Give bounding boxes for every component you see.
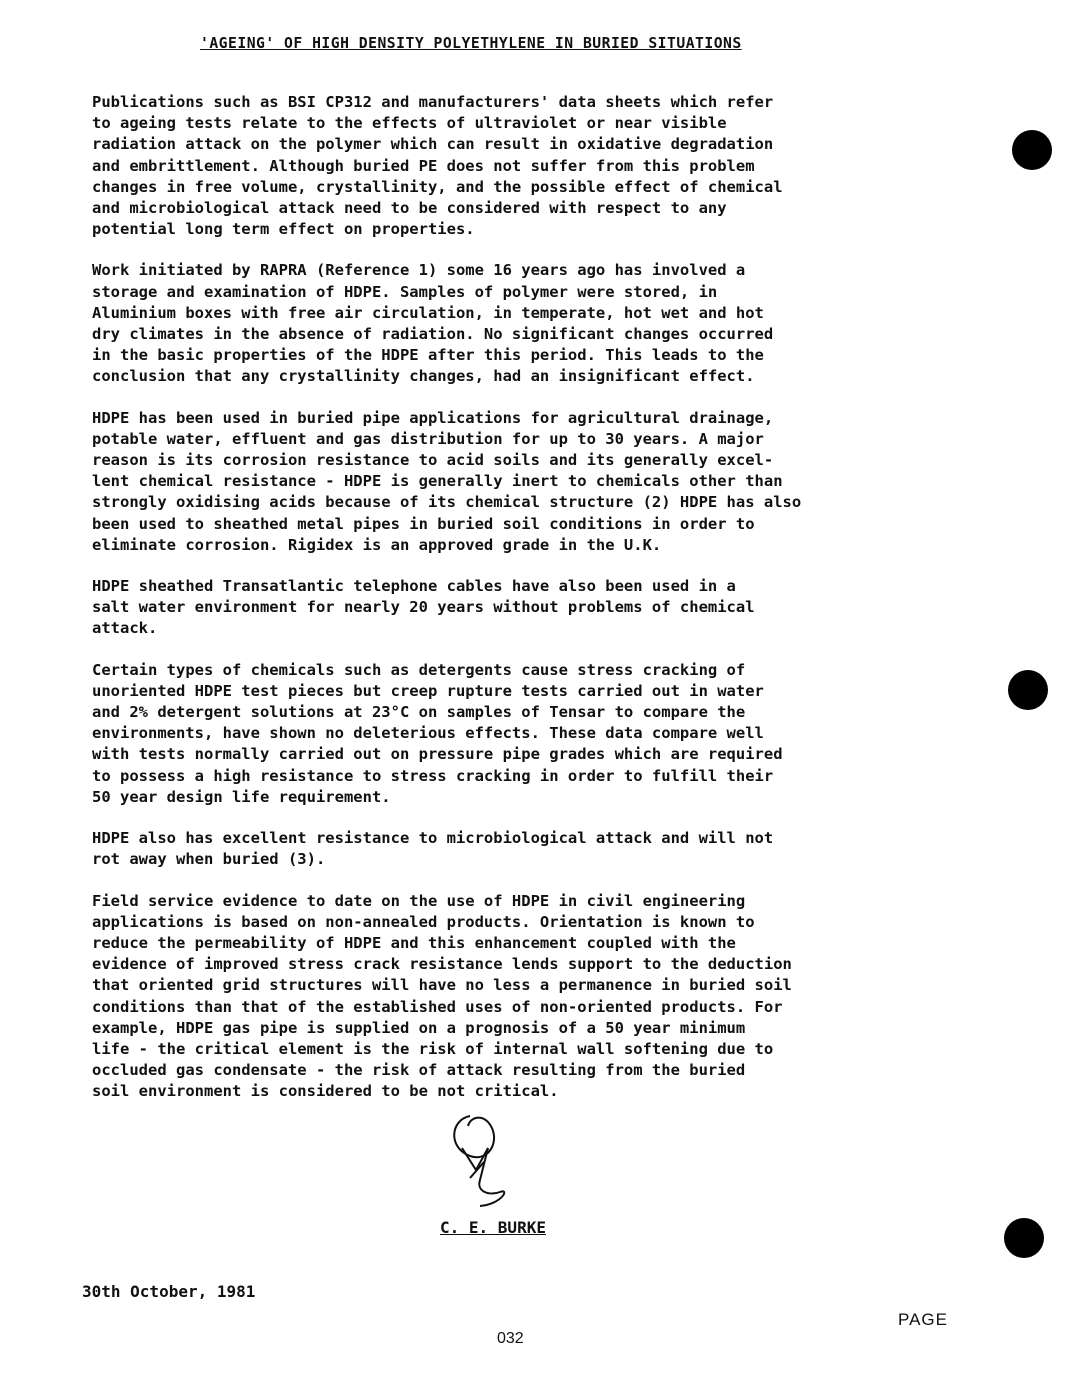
text-line: reason is its corrosion resistance to acid soils and its generally excel- <box>92 451 774 470</box>
text-line: HDPE has been used in buried pipe applications for agricultural drainage, <box>92 408 774 427</box>
text-line: Aluminium boxes with free air circulation, in temperate, hot wet and hot <box>92 303 764 322</box>
text-line: rot away when buried (3). <box>92 850 326 869</box>
document-title: 'AGEING' OF HIGH DENSITY POLYETHYLENE IN BURIED SITUATIONS <box>200 34 742 52</box>
text-line: life - the critical element is the risk of internal wall softening due to <box>92 1039 774 1058</box>
text-line: Publications such as BSI CP312 and manufacturers' data sheets which refer <box>92 93 774 111</box>
page-label: PAGE <box>898 1310 948 1329</box>
paragraph-5 <box>92 660 922 808</box>
paragraph-4 <box>92 576 922 640</box>
document-body <box>92 92 922 1123</box>
text-line: radiation attack on the polymer which can result in oxidative degradation <box>92 135 774 154</box>
text-line: and microbiological attack need to be considered with respect to any <box>92 199 727 218</box>
text-line: potable water, effluent and gas distribution for up to 30 years. A major <box>92 429 764 448</box>
text-line: to ageing tests relate to the effects of ultraviolet or near visible <box>92 114 727 133</box>
text-line: to possess a high resistance to stress cracking in order to fulfill their <box>92 766 774 785</box>
text-line: HDPE also has excellent resistance to microbiological attack and will not <box>92 829 774 848</box>
paragraph-7 <box>92 891 922 1103</box>
punch-hole-top <box>1012 130 1052 170</box>
document-date: 30th October, 1981 <box>82 1282 256 1301</box>
text-line: reduce the permeability of HDPE and this enhancement coupled with the <box>92 933 736 952</box>
text-line: eliminate corrosion. Rigidex is an approved grade in the U.K. <box>92 535 662 554</box>
punch-hole-middle <box>1008 670 1048 710</box>
text-line: evidence of improved stress crack resistance lends support to the deduction <box>92 955 792 974</box>
text-line: conclusion that any crystallinity changes, had an insignificant effect. <box>92 367 755 386</box>
paragraph-2 <box>92 260 922 387</box>
text-line: strongly oxidising acids because of its chemical structure (2) HDPE has also <box>92 493 802 512</box>
text-line: occluded gas condensate - the risk of attack resulting from the buried <box>92 1061 746 1080</box>
text-line: that oriented grid structures will have no less a permanence in buried soil <box>92 976 792 995</box>
text-line: Field service evidence to date on the use of HDPE in civil engineering <box>92 891 746 910</box>
text-line: dry climates in the absence of radiation. No significant changes occurred <box>92 325 774 344</box>
text-line: environments, have shown no deleterious effects. These data compare well <box>92 724 764 743</box>
text-line: applications is based on non-annealed products. Orientation is known to <box>92 912 755 931</box>
text-line: HDPE sheathed Transatlantic telephone cables have also been used in a <box>92 577 736 596</box>
text-line: changes in free volume, crystallinity, and the possible effect of chemical <box>92 177 783 196</box>
paragraph-3 <box>92 408 922 556</box>
page-number: 032 <box>497 1330 524 1347</box>
handwritten-signature <box>440 1108 550 1218</box>
paragraph-1 <box>92 92 922 240</box>
text-line: salt water environment for nearly 20 years without problems of chemical <box>92 598 755 617</box>
text-line: example, HDPE gas pipe is supplied on a prognosis of a 50 year minimum <box>92 1018 746 1037</box>
text-line: unoriented HDPE test pieces but creep rupture tests carried out in water <box>92 681 764 700</box>
text-line: and 2% detergent solutions at 23°C on samples of Tensar to compare the <box>92 703 746 722</box>
text-line: soil environment is considered to be not critical. <box>92 1082 559 1101</box>
paragraph-6 <box>92 828 922 870</box>
text-line: conditions than that of the established uses of non-oriented products. For <box>92 997 783 1016</box>
text-line: lent chemical resistance - HDPE is generally inert to chemicals other than <box>92 472 783 491</box>
text-line: in the basic properties of the HDPE after this period. This leads to the <box>92 346 764 365</box>
text-line: 50 year design life requirement. <box>92 787 391 806</box>
text-line: been used to sheathed metal pipes in buried soil conditions in order to <box>92 514 755 533</box>
signatory-name: C. E. BURKE <box>440 1218 546 1237</box>
text-line: Certain types of chemicals such as detergents cause stress cracking of <box>92 660 746 679</box>
text-line: and embrittlement. Although buried PE does not suffer from this problem <box>92 156 755 175</box>
text-line: Work initiated by RAPRA (Reference 1) some 16 years ago has involved a <box>92 261 746 280</box>
text-line: with tests normally carried out on pressure pipe grades which are required <box>92 745 783 764</box>
text-line: potential long term effect on properties. <box>92 220 475 239</box>
text-line: attack. <box>92 619 158 638</box>
text-line: storage and examination of HDPE. Samples of polymer were stored, in <box>92 282 718 301</box>
punch-hole-bottom <box>1004 1218 1044 1258</box>
